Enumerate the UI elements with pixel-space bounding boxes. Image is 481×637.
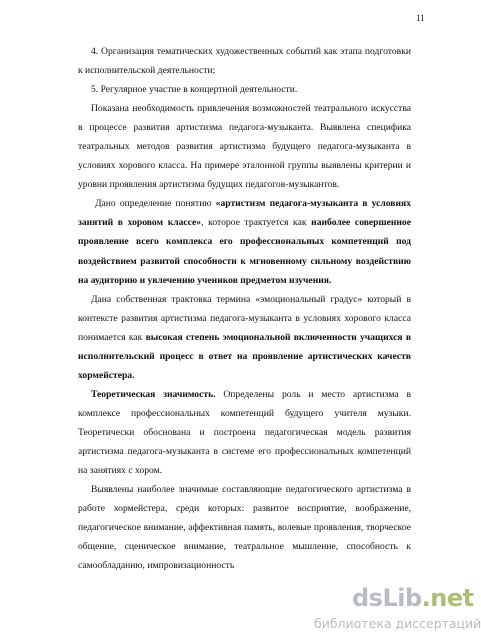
text-run: Определены роль и место артистизма в комплексе профессиональных компетенций будущего учителя музыки. Теоретически обоснована и построена педагогическая модель развития артистизма педагога-музыканта в системе его профессиональных компетенций на занятиях с хором. <box>78 388 411 477</box>
watermark-logo <box>352 584 474 612</box>
paragraph-7 <box>78 480 411 575</box>
logo-left: dsLib <box>352 584 422 612</box>
logo-right: .net <box>421 584 474 612</box>
paragraph-1 <box>78 42 411 80</box>
bold-definition: наиболее совершенное проявление всего комплекса его профессиональных компетенций под воздействием развитой способности к мгновенному сильному воздействию на аудиторию и увлечению учеников предметом изучения. <box>78 217 411 286</box>
bold-heading: Теоретическая значимость. <box>91 388 216 400</box>
bold-term: «артистизм педагога-музыканта в условиях занятий в хоровом классе» <box>78 198 411 229</box>
bold-definition: высокая степень эмоциональной включенности учащихся в исполнительский процесс в ответ на проявление артистических качеств хормейстера. <box>78 331 411 381</box>
text-run: , которое трактуется как <box>201 217 312 229</box>
text-run: Дана собственная трактовка термина «эмоциональный градус» который в контексте развития артистизма педагога-музыканта в условиях хорового класса понимается как <box>78 293 411 343</box>
watermark <box>262 584 481 637</box>
paragraph-5 <box>78 290 411 385</box>
watermark-subtitle: библиотека диссертаций <box>314 616 481 631</box>
page-number: 11 <box>416 13 425 23</box>
text-run: Показана необходимость привлечения возможностей театрального искусства в процессе развития артистизма педагога-музыканта. Выявлена специфика театральных методов развития артистизма будущего педагога-музыканта в условиях хорового класса. На примере эталонной группы выявлены критерии и уровни проявления артистизма будущих педагогов-музыкантов. <box>78 103 411 191</box>
text-run: Выявлены наиболее значимые составляющие педагогического артистизма в работе хормейстера, среди которых: развитое восприятие, воображение, педагогическое внимание, аффективная память, волевые проявления, творческое общение, сценическое внимание, театральное мышление, способность к самообладанию, импровизационность <box>78 484 411 572</box>
document-body <box>78 42 411 575</box>
paragraph-4 <box>78 194 411 289</box>
paragraph-3 <box>78 99 411 194</box>
text-run: 5. Регулярное участие в концертной деятельности. <box>91 84 298 96</box>
paragraph-2 <box>78 80 411 99</box>
text-run: 4. Организация тематических художественных событий как этапа подготовки к исполнительской деятельности; <box>78 46 411 77</box>
text-run: Дано определение понятию <box>95 198 216 210</box>
paragraph-6 <box>78 385 411 480</box>
